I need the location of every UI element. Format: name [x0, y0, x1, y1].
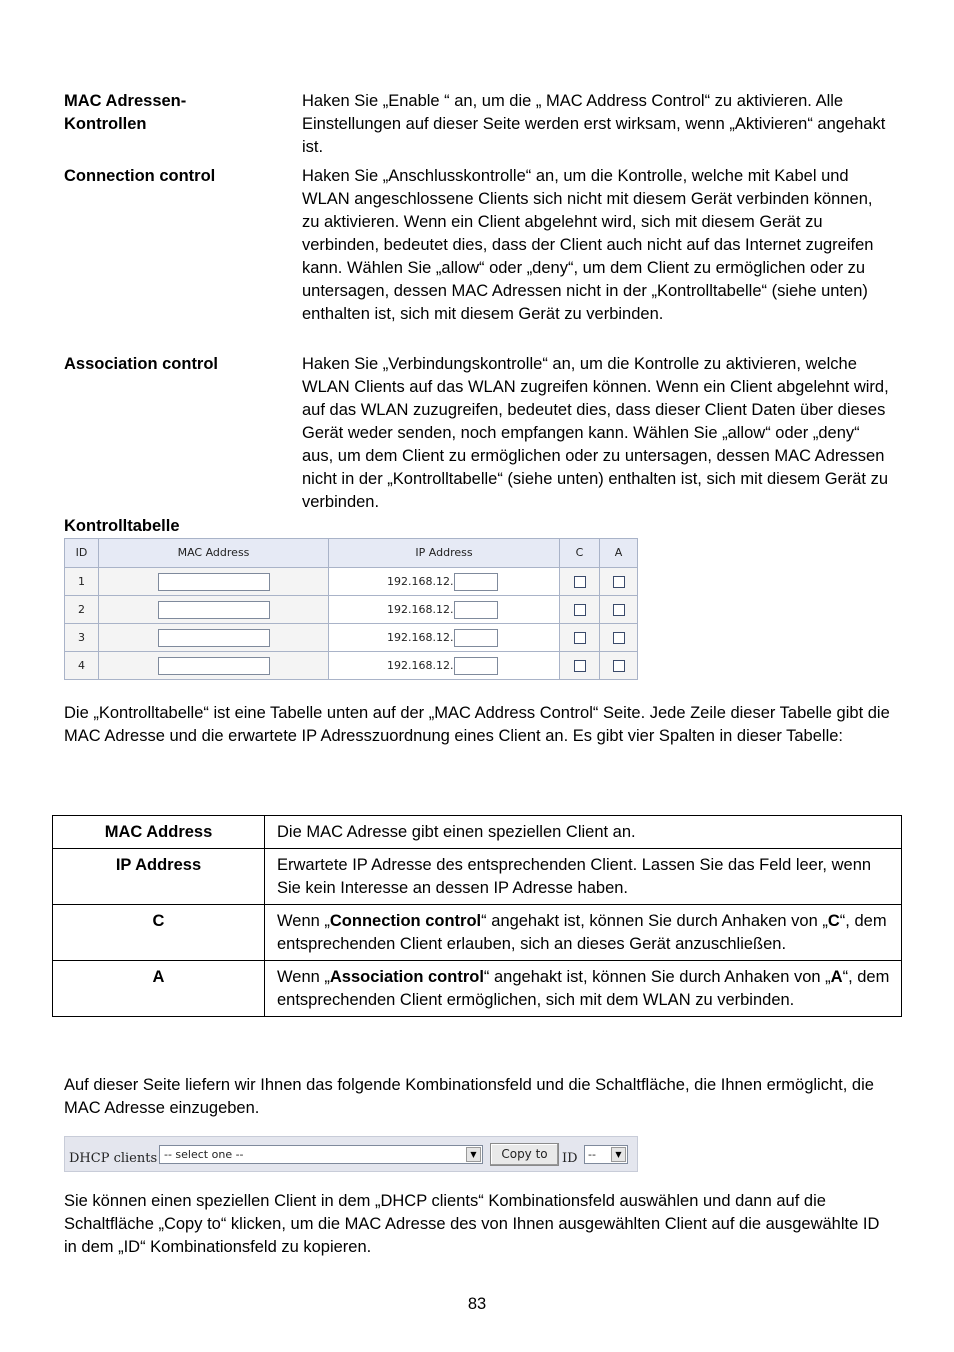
ip-prefix: 192.168.12. — [387, 602, 454, 616]
definition-text: Die MAC Adresse gibt einen speziellen Client an. — [265, 816, 902, 849]
definition-text: Erwartete IP Adresse des entsprechenden Client. Lassen Sie das Feld leer, wenn Sie kein Interesse an dessen IP Adresse haben. — [265, 849, 902, 905]
definition-key: A — [53, 961, 265, 1017]
combo-paragraph: Auf dieser Seite liefern wir Ihnen das folgende Kombinationsfeld und die Schaltfläche, die Ihnen ermöglicht, die MAC Adresse einzugeben. — [64, 1076, 874, 1117]
mac-input[interactable] — [158, 573, 270, 591]
col-header-id: ID — [65, 539, 99, 568]
page-number: 83 — [467, 1295, 487, 1313]
connection-checkbox[interactable] — [574, 632, 586, 644]
ip-prefix: 192.168.12. — [387, 658, 454, 672]
col-header-mac: MAC Address — [99, 539, 329, 568]
dropdown-arrow-icon[interactable]: ▼ — [611, 1147, 626, 1162]
mac-input[interactable] — [158, 657, 270, 675]
bold-term: Connection control — [329, 912, 482, 930]
definition-key: IP Address — [53, 849, 265, 905]
definition-text — [265, 961, 902, 1017]
definition-row — [53, 816, 902, 849]
ip-suffix-input[interactable] — [454, 629, 498, 647]
ip-suffix-input[interactable] — [454, 573, 498, 591]
term-mac-adressen-kontrollen: MAC Adressen-Kontrollen — [64, 92, 187, 133]
id-select-value: -- — [588, 1148, 596, 1161]
intro-paragraph: Die „Kontrolltabelle“ ist eine Tabelle unten auf der „MAC Address Control“ Seite. Jede Zeile dieser Tabelle gibt die MAC Adresse und die erwartete IP Adresszuordnung eines Client an. Es gibt vier Spalten in dieser Tabelle: — [64, 704, 890, 745]
ip-prefix: 192.168.12. — [387, 574, 454, 588]
desc-mac-adressen-kontrollen: Haken Sie „Enable “ an, um die „ MAC Address Control“ zu aktivieren. Alle Einstellungen auf dieser Seite werden erst wirksam, wenn „Aktivieren“ angehakt ist. — [302, 92, 886, 156]
row-id: 3 — [65, 624, 99, 652]
col-header-c: C — [560, 539, 600, 568]
mac-input[interactable] — [158, 629, 270, 647]
definition-text — [265, 905, 902, 961]
mac-input[interactable] — [158, 601, 270, 619]
dhcp-clients-label: DHCP clients — [69, 1151, 158, 1166]
bold-term: C — [827, 912, 840, 930]
text-part: “ angehakt ist, können Sie durch Anhaken von „ — [481, 912, 828, 930]
text-part: Wenn „ — [277, 968, 330, 986]
desc-connection-control: Haken Sie „Anschlusskontrolle“ an, um die Kontrolle, welche mit Kabel und WLAN angeschlossene Clients sich nicht mit diesem Gerät verbinden können, zu aktivieren. Wenn ein Client abgelehnt wird, sich mit diesem Gerät zu verbinden, bedeutet dies, dass der Client auch nicht auf das Internet zugreifen kann. Wählen Sie „allow“ oder „deny“, um dem Client zu ermöglichen oder zu untersagen, dessen MAC Adressen nicht in der „Kontrolltabelle“ (siehe unten) enthalten ist, sich mit diesem Gerät zu verbinden. — [302, 167, 874, 323]
dhcp-clients-bar — [64, 1136, 638, 1172]
copy-to-button[interactable]: Copy to — [490, 1143, 559, 1166]
connection-checkbox[interactable] — [574, 660, 586, 672]
row-id: 1 — [65, 568, 99, 596]
term-connection-control: Connection control — [64, 167, 216, 185]
id-label: ID — [562, 1151, 578, 1166]
association-checkbox[interactable] — [613, 576, 625, 588]
bold-term: Association control — [329, 968, 484, 986]
bold-term: A — [830, 968, 843, 986]
desc-association-control: Haken Sie „Verbindungskontrolle“ an, um die Kontrolle zu aktivieren, welche WLAN Clients auf das WLAN zugreifen können. Wenn ein Client abgelehnt wird, auf das WLAN zuzugreifen, bedeutet dies, dass dieser Client Daten über dieses Gerät weder senden, noch empfangen kann. Wählen Sie „allow“ oder „deny“ aus, um dem Client zu ermöglichen oder zu untersagen, dessen MAC Adressen nicht in der „Kontrolltabelle“ (siehe unten) enthalten ist, sich mit diesem Gerät zu verbinden. — [302, 355, 889, 511]
association-checkbox[interactable] — [613, 632, 625, 644]
table-row — [65, 624, 638, 652]
dhcp-clients-select[interactable] — [159, 1145, 483, 1164]
connection-checkbox[interactable] — [574, 576, 586, 588]
dropdown-arrow-icon[interactable]: ▼ — [466, 1147, 481, 1162]
text-part: “, dem entsprechenden Client ermöglichen, sich mit dem WLAN zu verbinden. — [277, 968, 890, 1009]
ip-suffix-input[interactable] — [454, 657, 498, 675]
control-table — [64, 538, 638, 680]
association-checkbox[interactable] — [613, 660, 625, 672]
table-row — [65, 652, 638, 680]
table-row — [65, 596, 638, 624]
col-header-a: A — [600, 539, 638, 568]
kontrolltabelle-heading: Kontrolltabelle — [64, 517, 180, 535]
text-part: Wenn „ — [277, 912, 330, 930]
definition-row — [53, 961, 902, 1017]
text-part: “, dem entsprechenden Client erlauben, sich an dieses Gerät anzuschließen. — [277, 912, 887, 953]
row-id: 4 — [65, 652, 99, 680]
definition-row — [53, 849, 902, 905]
ip-suffix-input[interactable] — [454, 601, 498, 619]
row-id: 2 — [65, 596, 99, 624]
final-paragraph: Sie können einen speziellen Client in dem „DHCP clients“ Kombinationsfeld auswählen und dann auf die Schaltfläche „Copy to“ klicken, um die MAC Adresse des von Ihnen ausgewählten Client auf die ausgewählte ID in dem „ID“ Kombinationsfeld zu kopieren. — [64, 1192, 880, 1256]
ip-prefix: 192.168.12. — [387, 630, 454, 644]
definition-key: C — [53, 905, 265, 961]
definition-key: MAC Address — [53, 816, 265, 849]
table-row — [65, 568, 638, 596]
definition-row — [53, 905, 902, 961]
term-association-control: Association control — [64, 355, 219, 373]
dhcp-select-value: -- select one -- — [164, 1148, 244, 1161]
connection-checkbox[interactable] — [574, 604, 586, 616]
col-header-ip: IP Address — [329, 539, 560, 568]
control-table-header — [65, 539, 638, 568]
id-select[interactable] — [584, 1145, 628, 1164]
column-definitions-table — [52, 815, 902, 1017]
association-checkbox[interactable] — [613, 604, 625, 616]
text-part: “ angehakt ist, können Sie durch Anhaken von „ — [483, 968, 831, 986]
